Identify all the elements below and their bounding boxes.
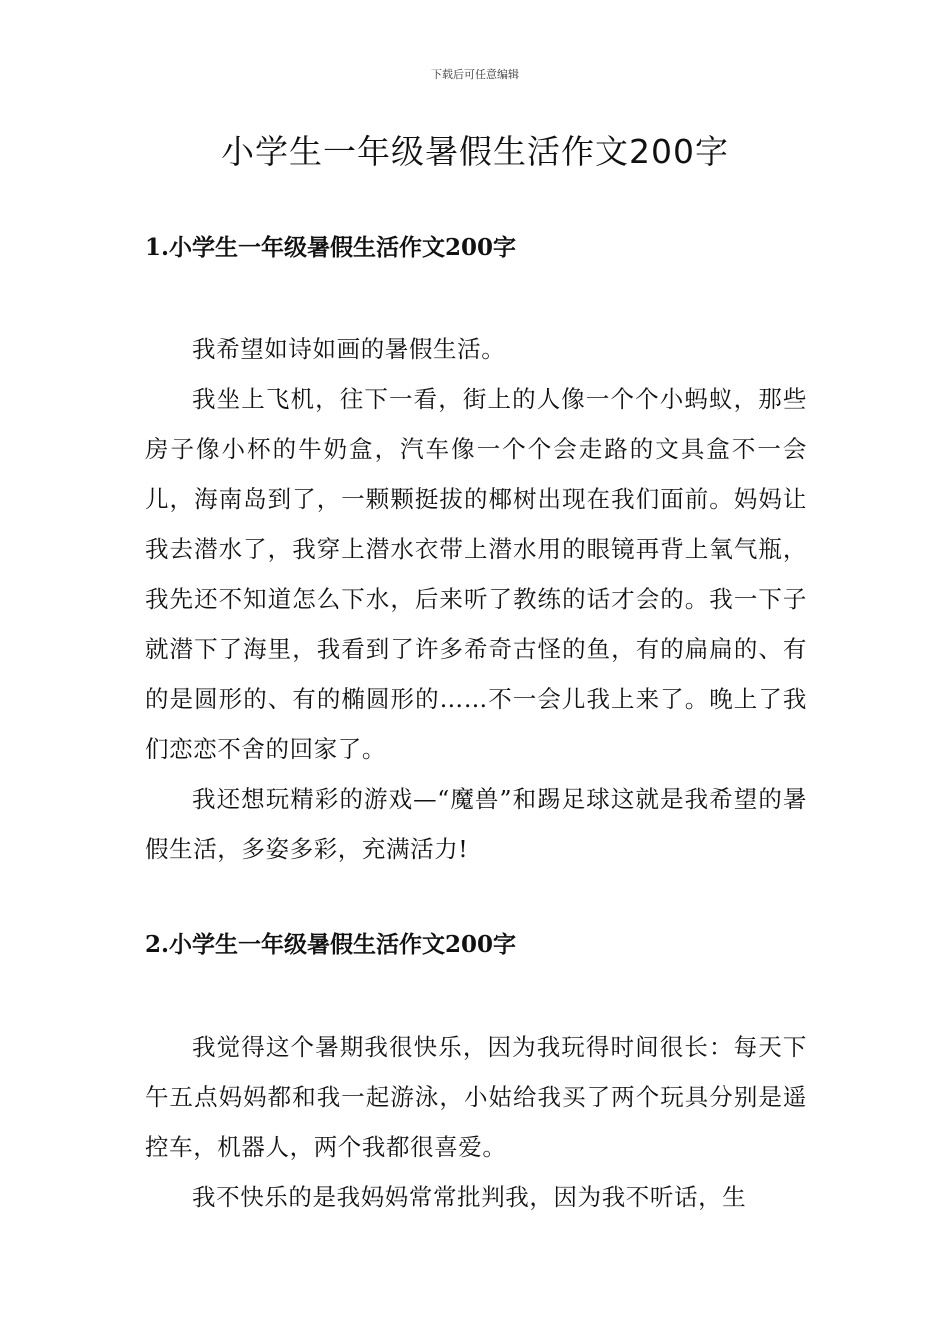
paragraph: 我不快乐的是我妈妈常常批判我，因为我不听话，生 [192, 1183, 747, 1211]
document-title: 小学生一年级暑假生活作文200字 [221, 132, 729, 171]
section-heading-1: 1.小学生一年级暑假生活作文200字 [145, 234, 517, 261]
paragraph: 我希望如诗如画的暑假生活。 [192, 335, 506, 363]
paragraph: 我坐上飞机，往下一看，街上的人像一个个小蚂蚁，那些房子像小杯的牛奶盒，汽车像一个个会走路的文具盒不一会儿，海南岛到了，一颗颗挺拔的椰树出现在我们面前。妈妈让我去潜水了，我穿上潜水衣带上潜水用的眼镜再背上氧气瓶，我先还不知道怎么下水，后来听了教练的话才会的。我一下子就潜下了海里，我看到了许多希奇古怪的鱼，有的扁扁的、有的是圆形的、有的椭圆形的……不一会儿我上来了。晚上了我们恋恋不舍的回家了。 [145, 385, 807, 763]
header-note: 下载后可任意编辑 [431, 68, 519, 81]
paragraph: 我还想玩精彩的游戏—“魔兽”和踢足球这就是我希望的暑假生活，多姿多彩，充满活力! [145, 785, 807, 863]
section-heading-2: 2.小学生一年级暑假生活作文200字 [145, 931, 517, 958]
paragraph: 我觉得这个暑期我很快乐，因为我玩得时间很长：每天下午五点妈妈都和我一起游泳，小姑给我买了两个玩具分别是遥控车，机器人，两个我都很喜爱。 [145, 1033, 807, 1161]
